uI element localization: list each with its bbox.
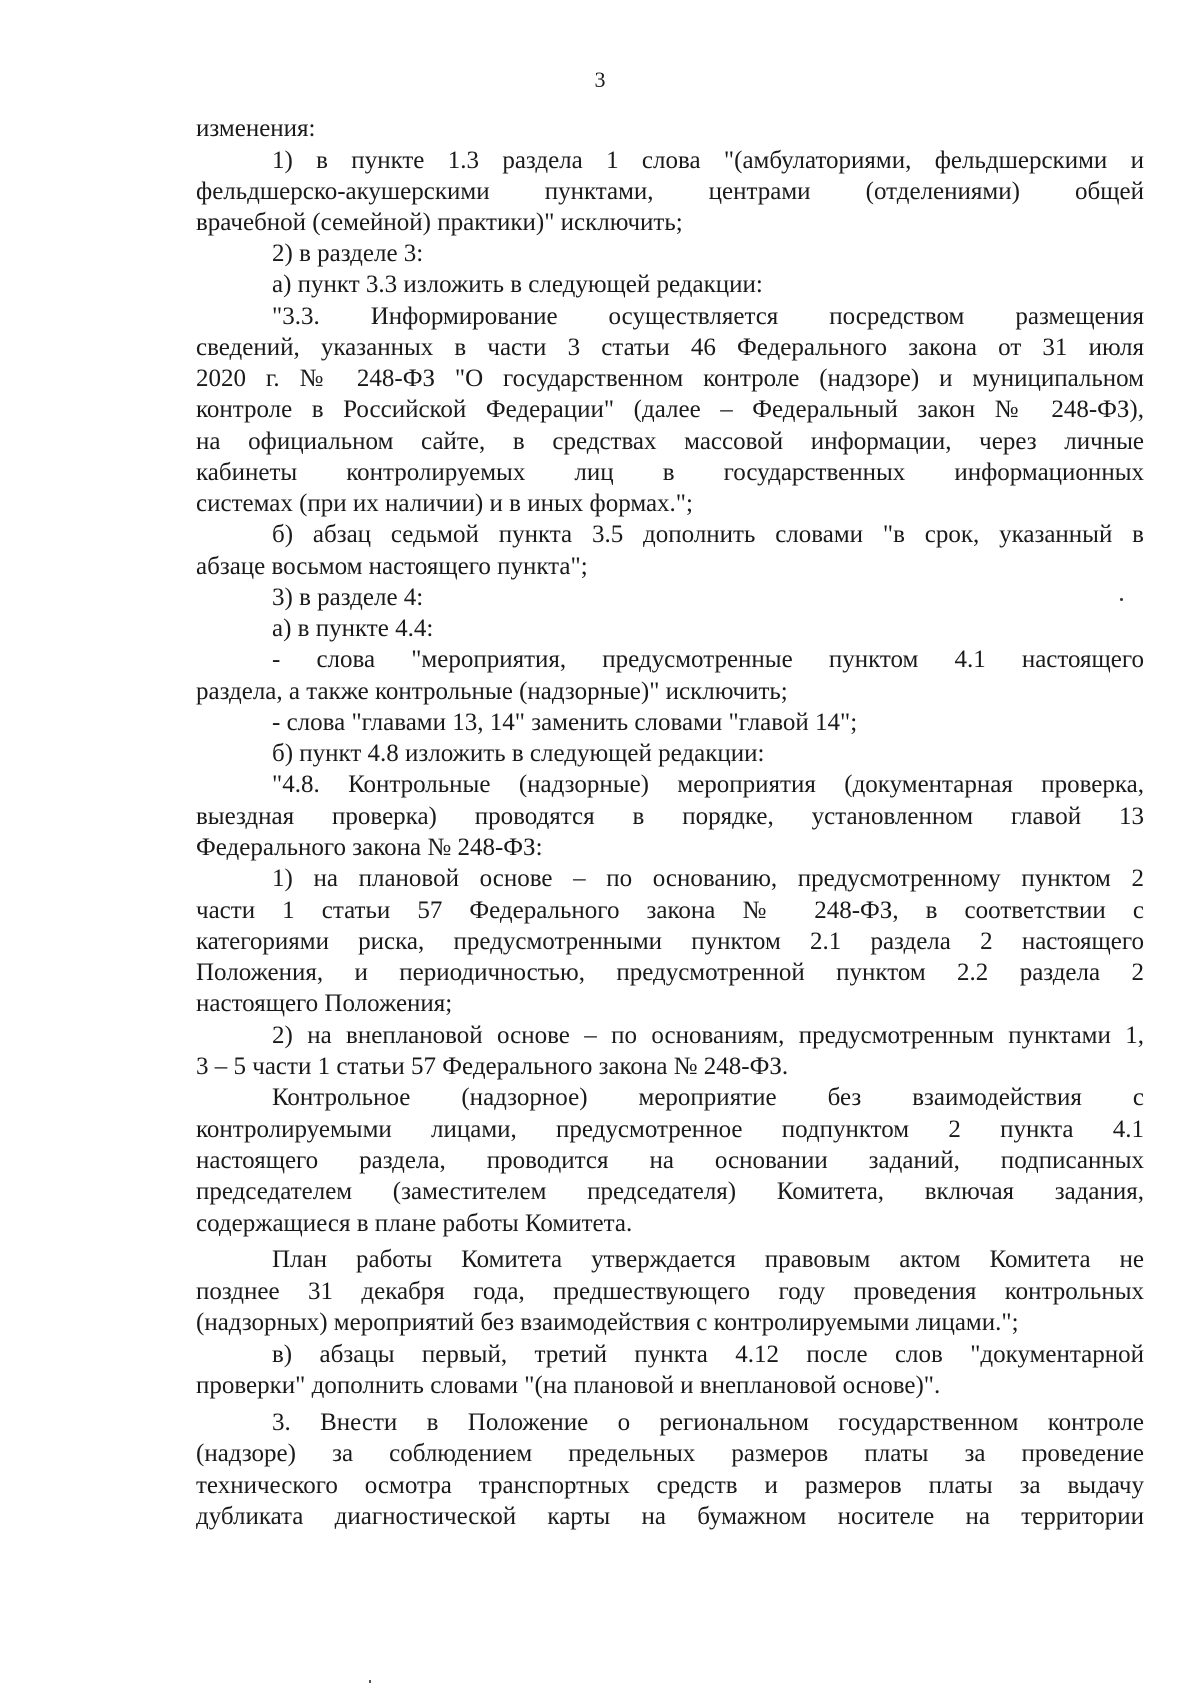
- scan-speck: [369, 1680, 371, 1683]
- text-line: Контрольное (надзорное) мероприятие без взаимодействия с: [272, 1084, 1144, 1111]
- text-line: раздела, а также контрольные (надзорные)" исключить;: [196, 678, 788, 705]
- text-line: 2020 г. № 248-ФЗ "О государственном контроле (надзоре) и муниципальном: [196, 365, 1144, 392]
- text-line: (надзоре) за соблюдением предельных размеров платы за проведение: [196, 1440, 1144, 1467]
- text-line: кабинеты контролируемых лиц в государственных информационных: [196, 459, 1144, 486]
- text-line: позднее 31 декабря года, предшествующего году проведения контрольных: [196, 1278, 1144, 1305]
- text-line: 1) в пункте 1.3 раздела 1 слова "(амбулаториями, фельдшерскими и: [272, 147, 1144, 174]
- scan-speck: [1120, 598, 1123, 601]
- text-line: 3) в разделе 4:: [272, 584, 424, 611]
- text-line: технического осмотра транспортных средств и размеров платы за выдачу: [196, 1472, 1144, 1499]
- text-line: 1) на плановой основе – по основанию, предусмотренному пунктом 2: [272, 865, 1144, 892]
- text-line: б) пункт 4.8 изложить в следующей редакции:: [272, 740, 765, 767]
- text-line: Положения, и периодичностью, предусмотренной пунктом 2.2 раздела 2: [196, 959, 1144, 986]
- text-line: 3 – 5 части 1 статьи 57 Федерального закона № 248-ФЗ.: [196, 1053, 789, 1080]
- text-line: категориями риска, предусмотренными пунктом 2.1 раздела 2 настоящего: [196, 928, 1144, 955]
- text-line: б) абзац седьмой пункта 3.5 дополнить словами "в срок, указанный в: [272, 521, 1144, 548]
- text-line: сведений, указанных в части 3 статьи 46 Федерального закона от 31 июля: [196, 334, 1144, 361]
- text-line: 2) на внеплановой основе – по основаниям, предусмотренным пунктами 1,: [272, 1022, 1144, 1049]
- text-line: настоящего Положения;: [196, 990, 453, 1017]
- text-line: 3. Внести в Положение о региональном государственном контроле: [272, 1409, 1144, 1436]
- text-line: - слова "мероприятия, предусмотренные пунктом 4.1 настоящего: [272, 646, 1144, 673]
- text-line: (надзорных) мероприятий без взаимодействия с контролируемыми лицами.";: [196, 1309, 1019, 1336]
- text-line: части 1 статьи 57 Федерального закона № 248-ФЗ, в соответствии с: [196, 897, 1144, 924]
- text-line: - слова "главами 13, 14" заменить словами "главой 14";: [272, 709, 858, 736]
- text-line: "3.3. Информирование осуществляется посредством размещения: [272, 303, 1144, 330]
- text-line: выездная проверка) проводятся в порядке, установленном главой 13: [196, 803, 1144, 830]
- text-line: дубликата диагностической карты на бумажном носителе на территории: [196, 1503, 1144, 1530]
- page-number: 3: [594, 67, 606, 92]
- text-line: "4.8. Контрольные (надзорные) мероприятия (документарная проверка,: [272, 771, 1144, 798]
- text-line: Федерального закона № 248-ФЗ:: [196, 834, 543, 861]
- text-line: на официальном сайте, в средствах массовой информации, через личные: [196, 428, 1144, 455]
- text-line: План работы Комитета утверждается правовым актом Комитета не: [272, 1246, 1144, 1273]
- text-line: врачебной (семейной) практики)" исключить;: [196, 209, 683, 236]
- text-line: системах (при их наличии) и в иных формах.";: [196, 490, 693, 517]
- text-line: содержащиеся в плане работы Комитета.: [196, 1210, 633, 1237]
- text-line: настоящего раздела, проводится на основании заданий, подписанных: [196, 1147, 1144, 1174]
- text-line: проверки" дополнить словами "(на плановой и внеплановой основе)".: [196, 1372, 941, 1399]
- text-line: фельдшерско-акушерскими пунктами, центрами (отделениями) общей: [196, 178, 1144, 205]
- text-line: абзаце восьмом настоящего пункта";: [196, 553, 588, 580]
- text-line: контроле в Российской Федерации" (далее – Федеральный закон № 248-ФЗ),: [196, 396, 1144, 423]
- text-line: 2) в разделе 3:: [272, 240, 424, 267]
- text-line: а) пункт 3.3 изложить в следующей редакции:: [272, 271, 763, 298]
- text-line: контролируемыми лицами, предусмотренное подпунктом 2 пункта 4.1: [196, 1116, 1144, 1143]
- text-line: изменения:: [196, 115, 316, 142]
- text-line: председателем (заместителем председателя) Комитета, включая задания,: [196, 1178, 1144, 1205]
- text-line: а) в пункте 4.4:: [272, 615, 434, 642]
- text-line: в) абзацы первый, третий пункта 4.12 после слов "документарной: [272, 1341, 1144, 1368]
